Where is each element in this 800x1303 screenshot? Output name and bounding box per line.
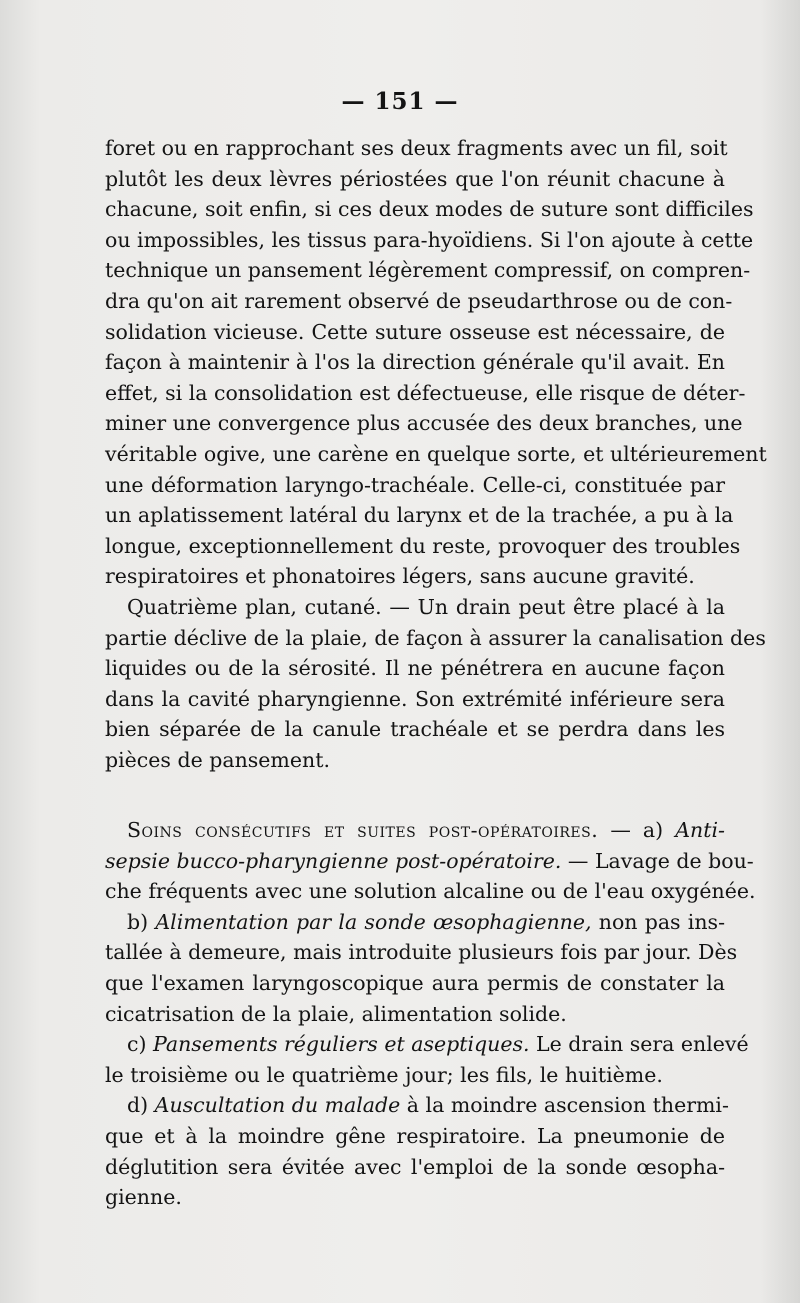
text-line: solidation vicieuse. Cette suture osseuse est nécessaire, de xyxy=(105,319,725,344)
main-text-block xyxy=(105,133,767,775)
text-line: que l'examen laryngoscopique aura permis de constater la xyxy=(105,970,725,995)
text-line: longue, exceptionnellement du reste, provoquer des troubles xyxy=(105,533,741,558)
text-line: véritable ogive, une carène en quelque sorte, et ultérieurement xyxy=(105,441,767,466)
text-line: technique un pansement légèrement compressif, on compren- xyxy=(105,258,751,283)
text-line: que et à la moindre gêne respiratoire. La pneumonie de xyxy=(105,1123,725,1148)
text-line: liquides ou de la sérosité. Il ne pénétrera en aucune façon xyxy=(105,656,725,681)
text-line: effet, si la consolidation est défectueuse, elle risque de déter- xyxy=(105,380,746,405)
text-line: bien séparée de la canule trachéale et se perdra dans les xyxy=(105,717,725,742)
text-line: foret ou en rapprochant ses deux fragments avec un fil, soit xyxy=(105,136,728,160)
postop-care-section xyxy=(105,815,756,1213)
text-run: b) xyxy=(127,909,156,934)
text-line: plutôt les deux lèvres périostées que l'on réunit chacune à xyxy=(105,166,725,191)
text-line: partie déclive de la plaie, de façon à assurer la canalisation des xyxy=(105,625,766,650)
section-heading: Soins consécutifs et suites post-opératoires. xyxy=(127,818,599,842)
italic-run: Alimentation par la sonde œsophagienne, xyxy=(155,909,592,934)
text-line: chacune, soit enfin, si ces deux modes de suture sont difficiles xyxy=(105,197,754,222)
italic-run: sepsie bucco-pharyngienne post-opératoire. xyxy=(105,848,562,873)
text-run: — Lavage de bou- xyxy=(561,848,754,873)
text-run: non pas ins- xyxy=(591,909,725,934)
text-line: dans la cavité pharyngienne. Son extrémité inférieure sera xyxy=(105,686,725,711)
text-run: c) xyxy=(127,1032,153,1057)
text-line: façon à maintenir à l'os la direction générale qu'il avait. En xyxy=(105,350,725,375)
italic-run: Anti- xyxy=(675,818,725,842)
text-line: ou impossibles, les tissus para-hyoïdiens. Si l'on ajoute à cette xyxy=(105,227,754,252)
text-run: d) xyxy=(127,1093,155,1118)
text-line: une déformation laryngo-trachéale. Celle-ci, constituée par xyxy=(105,472,725,497)
page-number: — 151 — xyxy=(341,88,459,115)
text-line: gienne. xyxy=(105,1185,182,1210)
text-run: — a) xyxy=(598,818,676,842)
item-d-line xyxy=(105,1090,729,1121)
text-line: che fréquents avec une solution alcaline ou de l'eau oxygénée. xyxy=(105,879,756,904)
text-line: miner une convergence plus accusée des deux branches, une xyxy=(105,411,743,436)
text-line: pièces de pansement. xyxy=(105,747,330,772)
text-run: à la moindre ascension thermi- xyxy=(400,1093,729,1118)
text-run: Le drain sera enlevé xyxy=(529,1032,749,1057)
item-c-line xyxy=(105,1029,749,1060)
text-line: le troisième ou le quatrième jour; les fils, le huitième. xyxy=(105,1062,663,1087)
text-run: — Un drain peut être placé à la xyxy=(381,594,725,619)
italic-run: Auscultation du malade xyxy=(154,1093,401,1118)
text-line: respiratoires et phonatoires légers, sans aucune gravité. xyxy=(105,564,695,589)
text-line: déglutition sera évitée avec l'emploi de la sonde œsopha- xyxy=(105,1154,725,1179)
italic-run: Pansements réguliers et aseptiques. xyxy=(153,1032,530,1057)
paragraph-first-line xyxy=(105,592,725,623)
text-line: cicatrisation de la plaie, alimentation solide. xyxy=(105,1001,567,1026)
text-line: un aplatissement latéral du larynx et de la trachée, a pu à la xyxy=(105,503,734,528)
text-line: tallée à demeure, mais introduite plusieurs fois par jour. Dès xyxy=(105,940,738,965)
text-line xyxy=(105,846,754,877)
text-line: dra qu'on ait rarement observé de pseudarthrose ou de con- xyxy=(105,288,733,313)
paragraph-heading: Quatrième plan, cutané. xyxy=(127,594,382,619)
item-b-line xyxy=(105,907,725,938)
section-heading-line xyxy=(105,815,725,846)
